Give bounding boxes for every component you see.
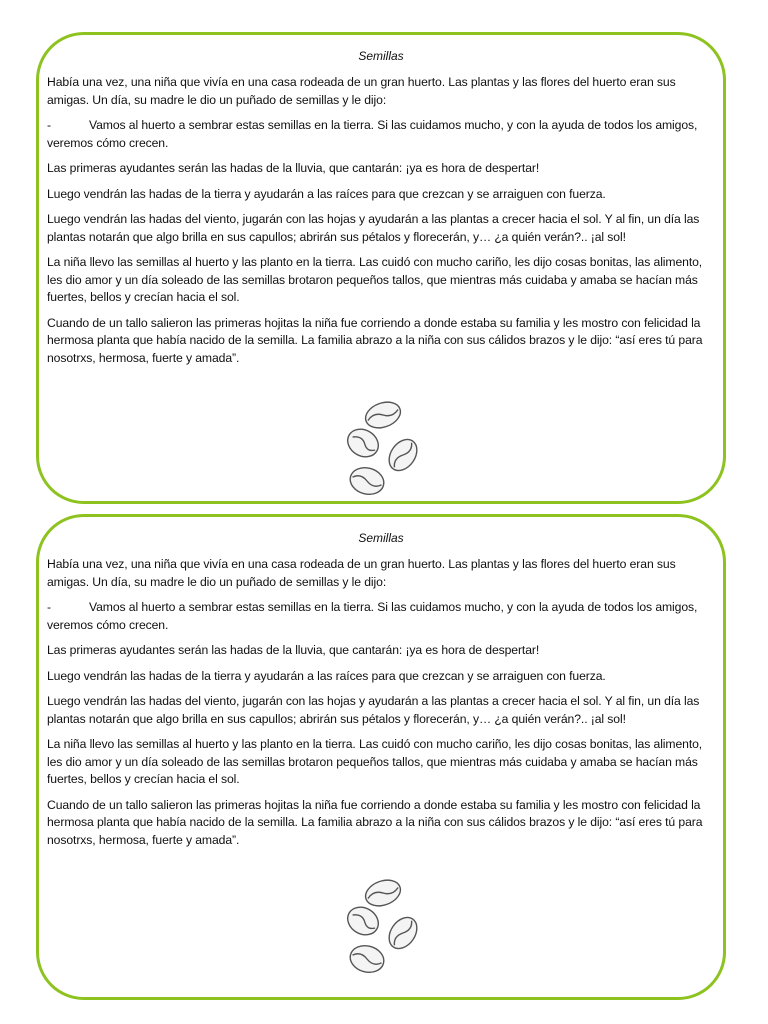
story-paragraph: Luego vendrán las hadas del viento, jugarán con las hojas y ayudarán a las plantas a crecer hacia el sol. Y al fin, un día las plantas notarán que algo brilla en sus capullos; abrirán sus pétalos y florecerán, y… ¿a quién verán?.. ¡al sol! bbox=[47, 694, 700, 726]
dialogue-text: Vamos al huerto a sembrar estas semillas en la tierra. Si las cuidamos mucho, y con la ayuda de todos los amigos, veremos cómo crecen. bbox=[47, 118, 698, 150]
story-paragraph: Había una vez, una niña que vivía en una casa rodeada de un gran huerto. Las plantas y las flores del huerto eran sus amigas. Un día, su madre le dio un puñado de semillas y le dijo: bbox=[47, 75, 676, 107]
coffee-beans-illustration bbox=[343, 393, 423, 501]
story-paragraph: Las primeras ayudantes serán las hadas de la lluvia, que cantarán: ¡ya es hora de despertar! bbox=[47, 161, 540, 175]
story-paragraph: Cuando de un tallo salieron las primeras hojitas la niña fue corriendo a donde estaba su familia y les mostro con felicidad la hermosa planta que había nacido de la semilla. La familia abrazo a la niña con sus cálidos brazos y le dijo: “así eres tú para nosotrxs, hermosa, fuerte y amada”. bbox=[47, 315, 703, 365]
story-paragraph: Cuando de un tallo salieron las primeras hojitas la niña fue corriendo a donde estaba su familia y les mostro con felicidad la hermosa planta que había nacido de la semilla. La familia abrazo a la niña con sus cálidos brazos y le dijo: “así eres tú para nosotrxs, hermosa, fuerte y amada”. bbox=[47, 797, 703, 847]
story-paragraph: Había una vez, una niña que vivía en una casa rodeada de un gran huerto. Las plantas y las flores del huerto eran sus amigas. Un día, su madre le dio un puñado de semillas y le dijo: bbox=[47, 557, 676, 589]
story-paragraph: La niña llevo las semillas al huerto y las planto en la tierra. Las cuidó con mucho cariño, les dijo cosas bonitas, las alimento, les dio amor y un día soleado de las semillas brotaron pequeños tallos, que mientras más cuidaba y amaba se hacían más fuertes, bellos y crecían hacia el sol. bbox=[47, 255, 703, 304]
story-paragraph: Luego vendrán las hadas del viento, jugarán con las hojas y ayudarán a las plantas a crecer hacia el sol. Y al fin, un día las plantas notarán que algo brilla en sus capullos; abrirán sus pétalos y florecerán, y… ¿a quién verán?.. ¡al sol! bbox=[47, 212, 700, 244]
story-card bbox=[36, 32, 726, 504]
story-paragraph: Luego vendrán las hadas de la tierra y ayudarán a las raíces para que crezcan y se arraiguen con fuerza. bbox=[47, 668, 606, 683]
story-card bbox=[36, 514, 726, 1000]
story-paragraph: Luego vendrán las hadas de la tierra y ayudarán a las raíces para que crezcan y se arraiguen con fuerza. bbox=[47, 186, 606, 201]
story-dialogue bbox=[47, 599, 715, 634]
dialogue-dash: - bbox=[47, 118, 51, 132]
dialogue-dash: - bbox=[47, 600, 51, 614]
story-paragraph: Las primeras ayudantes serán las hadas de la lluvia, que cantarán: ¡ya es hora de despertar! bbox=[47, 643, 540, 657]
story-title: Semillas bbox=[358, 531, 404, 545]
story-title: Semillas bbox=[358, 49, 404, 63]
story-paragraph: La niña llevo las semillas al huerto y las planto en la tierra. Las cuidó con mucho cariño, les dijo cosas bonitas, las alimento, les dio amor y un día soleado de las semillas brotaron pequeños tallos, que mientras más cuidaba y amaba se hacían más fuertes, bellos y crecían hacia el sol. bbox=[47, 737, 703, 786]
dialogue-text: Vamos al huerto a sembrar estas semillas en la tierra. Si las cuidamos mucho, y con la ayuda de todos los amigos, veremos cómo crecen. bbox=[47, 600, 698, 632]
story-dialogue bbox=[47, 117, 715, 152]
coffee-beans-illustration bbox=[343, 871, 423, 979]
